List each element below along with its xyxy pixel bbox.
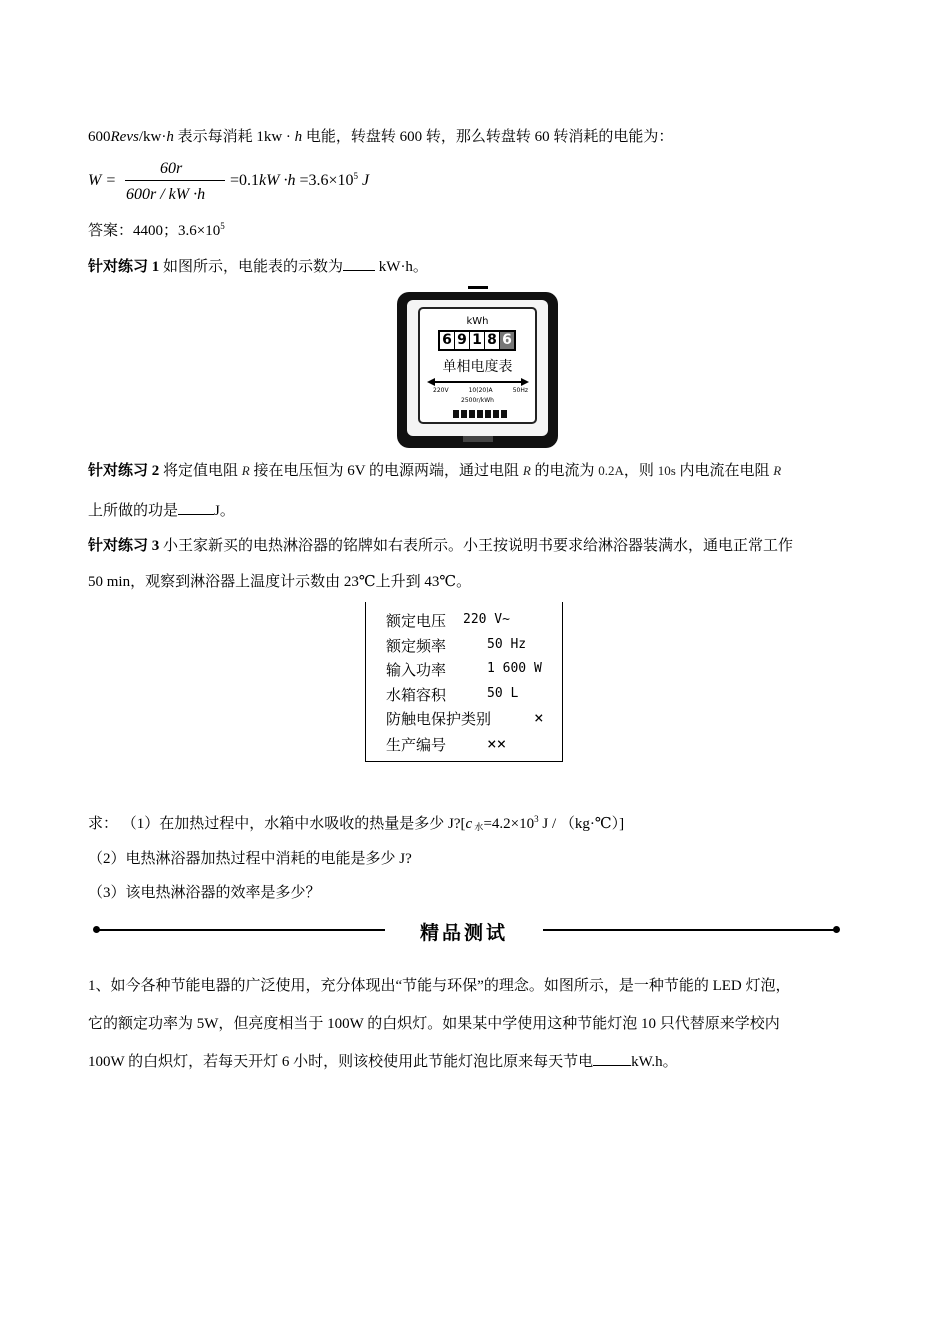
meter-digit-decimal: 6: [500, 332, 514, 349]
nameplate-row: 额定电压 220 V~: [386, 612, 510, 630]
document-page: 600Revs/kw·h 表示每消耗 1kw · h 电能，转盘转 600 转，那么转盘转 60 转消耗的电能为： W = 60r 600r / kW ·h $=0.1kW \cdot h =3.6\times 10^5$ J 答案：4400；$3.6\times 10^5$ 针对练习 1 如图所示，电能表的示数为 kW·h。 kWh 6 9 1 8 6 单相电度表 220V 10(20)A 50Hz 2500r/kWh 针对练习 2 将定值电阻 R 接在电压恒为 6V 的电源两端，通过电阻 R 的电流为 0.2A，则 10s 内电流在电阻 R 上所做的功是 J。 针对练习 3 小王家新买的电热淋浴器的铭牌如右表所示。小王按说明书要求给淋浴器装满水，通电正常工作 50 min，观察到淋浴器上温度计示数由 23℃上升到 43℃。 额定电压 220 V~ 额定频率 50 Hz 输入功率 1 600 W 水箱容积 50 L 防触电保护类别 × 生产编号 ×× 求： （1）在加热过程中，水箱中水吸收的热量是多少 J?[c $_水=4.2\times 10^3$ J / （kg·℃）] （2）电热淋浴器加热过程中消耗的电能是多少 J? （3）该电热淋浴器的效率是多少？ 精品测试 1、如今各种节能电器的广泛使用，充分体现出“节能与环保”的理念。如图所示，是一种节能的 LED 灯泡， 它的额定功率为 5W，但亮度相当于 100W 的白炽灯。如果某中学使用这种节能灯泡 10 只代替原来学校内 100W 的白炽灯，若每天开灯 6 小时，则该校使用此节能灯泡比原来每天节电 kW.h。: [0, 0, 950, 1344]
answer-blank[interactable]: [343, 256, 375, 271]
fraction-bar: [125, 180, 225, 181]
nameplate-row: 水箱容积 50 L: [386, 686, 519, 704]
meter-digits: [438, 330, 516, 351]
exercise-2: 针对练习 2 将定值电阻 R 接在电压恒为 6V 的电源两端，通过电阻 R 的电流为 0.2A，则 10s 内电流在电阻 R: [88, 463, 782, 479]
explanation-line: 600Revs/kw·h 表示每消耗 1kw · h 电能，转盘转 600 转，那么转盘转 60 转消耗的电能为：: [88, 129, 674, 145]
question-1: 求： （1）在加热过程中，水箱中水吸收的热量是多少 J?[c $_水=4.2\times 10^3$ J / （kg·℃）]: [88, 814, 625, 832]
meter-digit: 9: [455, 332, 469, 349]
nameplate-row: 生产编号 ××: [386, 734, 507, 754]
divider-dot: [833, 926, 840, 933]
meter-digit: 8: [485, 332, 499, 349]
meter-constant: 2500r/kWh: [461, 397, 494, 404]
problem-1-line3: 100W 的白炽灯，若每天开灯 6 小时，则该校使用此节能灯泡比原来每天节电 kW.h。: [88, 1051, 678, 1072]
electricity-meter-image: [395, 286, 560, 451]
heater-nameplate: [365, 602, 563, 762]
question-3: （3）该电热淋浴器的效率是多少？: [88, 885, 321, 901]
question-2: （2）电热淋浴器加热过程中消耗的电能是多少 J?: [88, 851, 412, 867]
exercise-3: 针对练习 3 小王家新买的电热淋浴器的铭牌如右表所示。小王按说明书要求给淋浴器装满水，通电正常工作: [88, 538, 794, 554]
problem-1-line2: 它的额定功率为 5W，但亮度相当于 100W 的白炽灯。如果某中学使用这种节能灯泡 10 只代替原来学校内: [88, 1016, 780, 1032]
meter-unit-label: kWh: [466, 316, 489, 327]
exercise-2-line2: 上所做的功是 J。: [88, 500, 235, 521]
answer-blank[interactable]: [178, 500, 214, 515]
answer-blank[interactable]: [593, 1051, 631, 1066]
meter-digit: 6: [440, 332, 454, 349]
section-title: 精品测试: [419, 922, 508, 944]
meter-specs: 220V 10(20)A 50Hz: [433, 387, 528, 394]
divider-rule: [543, 929, 836, 931]
section-divider: [93, 918, 843, 942]
problem-1-line1: 1、如今各种节能电器的广泛使用，充分体现出“节能与环保”的理念。如图所示，是一种节能的 LED 灯泡，: [88, 978, 791, 994]
meter-name: 单相电度表: [442, 359, 513, 375]
nameplate-row: 防触电保护类别 ×: [386, 708, 544, 728]
divider-rule: [97, 929, 385, 931]
exercise-1: 针对练习 1 如图所示，电能表的示数为 kW·h。: [88, 256, 428, 277]
nameplate-row: 输入功率 1 600 W: [386, 661, 542, 679]
exercise-3-line2: 50 min，观察到淋浴器上温度计示数由 23℃上升到 43℃。: [88, 574, 472, 590]
meter-digit: 1: [470, 332, 484, 349]
answer-line: 答案：4400；$3.6\times 10^5$: [88, 221, 225, 239]
nameplate-row: 额定频率 50 Hz: [386, 637, 527, 655]
